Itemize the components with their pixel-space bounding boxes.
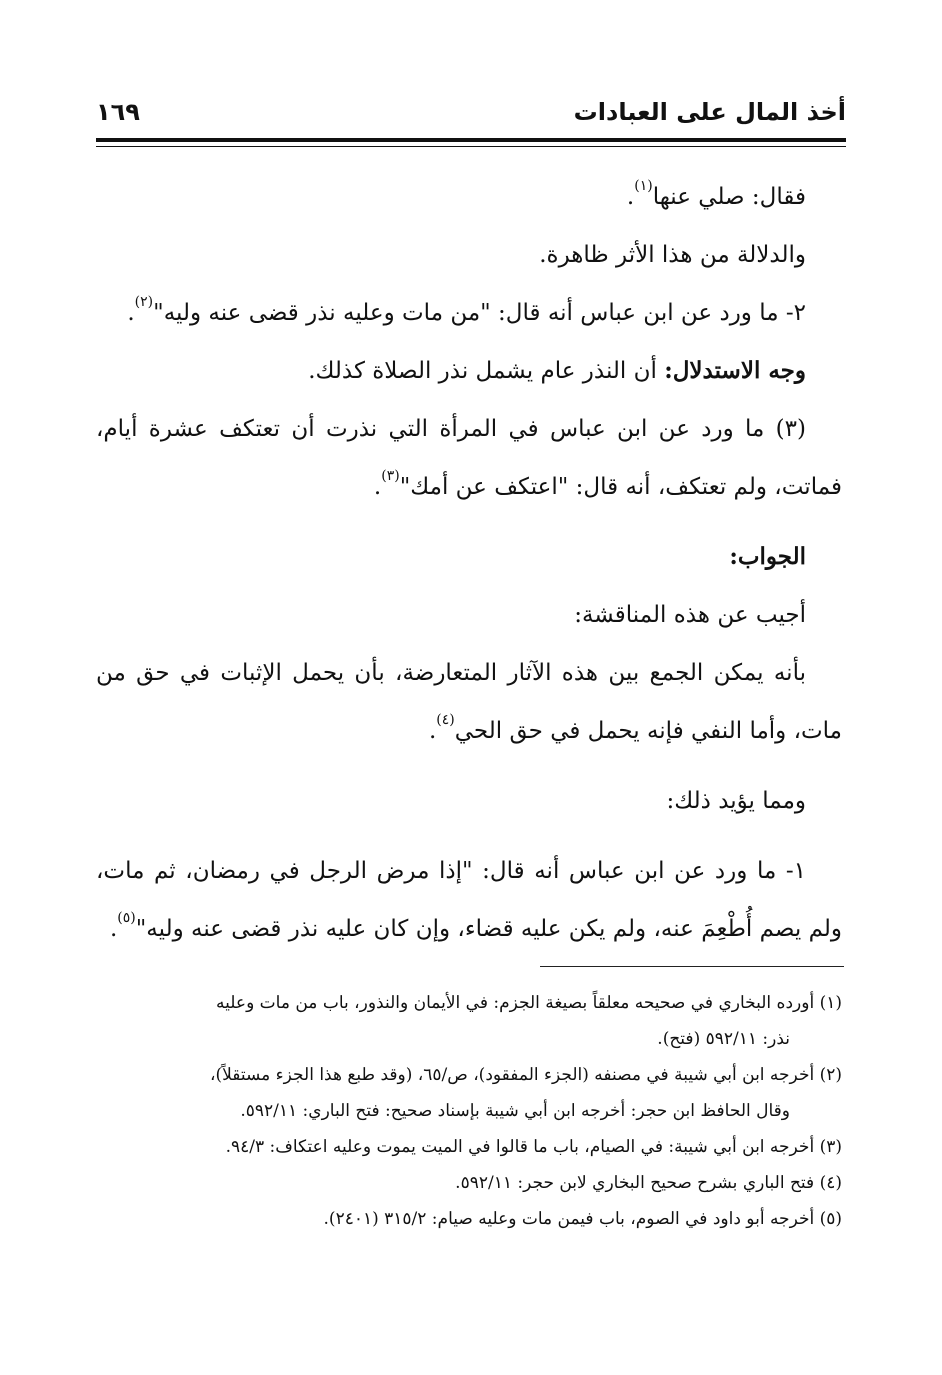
paragraph-3-end: . — [127, 300, 135, 326]
footnote-ref-5: (٥) — [117, 910, 136, 926]
paragraph-7: أجيب عن هذه المناقشة: — [574, 602, 806, 628]
paragraph-5-text: (٣) ما ورد عن ابن عباس في المرأة التي نذرت أن تعتكف عشرة أيام، فماتت، ولم تعتكف، أنه قال: "اعتكف عن أمك" — [96, 416, 842, 500]
header-rule-thin — [96, 146, 846, 147]
answer-heading: الجواب: — [729, 543, 806, 570]
paragraph-2: والدلالة من هذا الأثر ظاهرة. — [539, 242, 806, 268]
running-title: أخذ المال على العبادات — [573, 98, 846, 126]
footnote-3: (٣) أخرجه ابن أبي شيبة: في الصيام، باب ما قالوا في الميت يموت وعليه اعتكاف: ٩٤/٣. — [225, 1137, 842, 1157]
footnote-5: (٥) أخرجه أبو داود في الصوم، باب فيمن مات وعليه صيام: ٣١٥/٢ (٢٤٠١). — [323, 1209, 842, 1229]
paragraph-8 — [96, 644, 842, 760]
paragraph-1-end: . — [626, 184, 635, 210]
paragraph-10-end: . — [109, 916, 118, 942]
paragraph-4 — [96, 342, 842, 400]
paragraph-10-text: ١- ما ورد عن ابن عباس أنه قال: "إذا مرض الرجل في رمضان، ثم مات، ولم يصم أُطْعِمَ عنه، ولم يكن عليه قضاء، وإن كان عليه نذر قضى عنه وليه" — [96, 858, 842, 942]
page-header — [96, 96, 846, 130]
footnote-2-line-1: (٢) أخرجه ابن أبي شيبة في مصنفه (الجزء المفقود)، ص/٦٥، (وقد طبع هذا الجزء مستقلاً)، — [210, 1065, 842, 1085]
paragraph-5 — [96, 400, 842, 516]
paragraph-9: ومما يؤيد ذلك: — [666, 788, 806, 814]
paragraph-8-end: . — [428, 718, 437, 744]
paragraph-3-text: ٢- ما ورد عن ابن عباس أنه قال: "من مات وعليه نذر قضى عنه وليه" — [153, 300, 806, 326]
paragraph-1 — [96, 168, 842, 226]
paragraph-3 — [96, 284, 842, 342]
footnote-1-line-1: (١) أورده البخاري في صحيحه معلقاً بصيغة الجزم: في الأيمان والنذور، باب من مات وعليه — [216, 993, 842, 1013]
footnotes — [96, 985, 842, 1237]
main-text — [96, 168, 842, 958]
footnote-4: (٤) فتح الباري بشرح صحيح البخاري لابن حجر: ٥٩٢/١١. — [455, 1173, 842, 1193]
inference-label: وجه الاستدلال: — [664, 357, 806, 384]
paragraph-10 — [96, 842, 842, 958]
footnote-2-line-2: وقال الحافظ ابن حجر: أخرجه ابن أبي شيبة بإسناد صحيح: فتح الباري: ٥٩٢/١١. — [240, 1101, 790, 1121]
paragraph-1-text: فقال: صلي عنها — [652, 184, 806, 210]
inference-text: أن النذر عام يشمل نذر الصلاة كذلك. — [308, 358, 657, 384]
footnote-ref-1: (١) — [634, 178, 653, 194]
footnote-ref-3: (٣) — [381, 468, 400, 484]
footnote-1-line-2: نذر: ٥٩٢/١١ (فتح). — [657, 1029, 790, 1049]
footnote-ref-4: (٤) — [436, 712, 455, 728]
paragraph-5-end: . — [373, 474, 382, 500]
paragraph-8-text: بأنه يمكن الجمع بين هذه الآثار المتعارضة، بأن يحمل الإثبات في حق من مات، وأما النفي فإنه يحمل في حق الحي — [96, 660, 842, 744]
footnote-ref-2: (٢) — [134, 294, 154, 310]
header-rule-thick — [96, 138, 846, 142]
footnote-separator — [540, 966, 844, 967]
page-number: ١٦٩ — [96, 98, 140, 126]
